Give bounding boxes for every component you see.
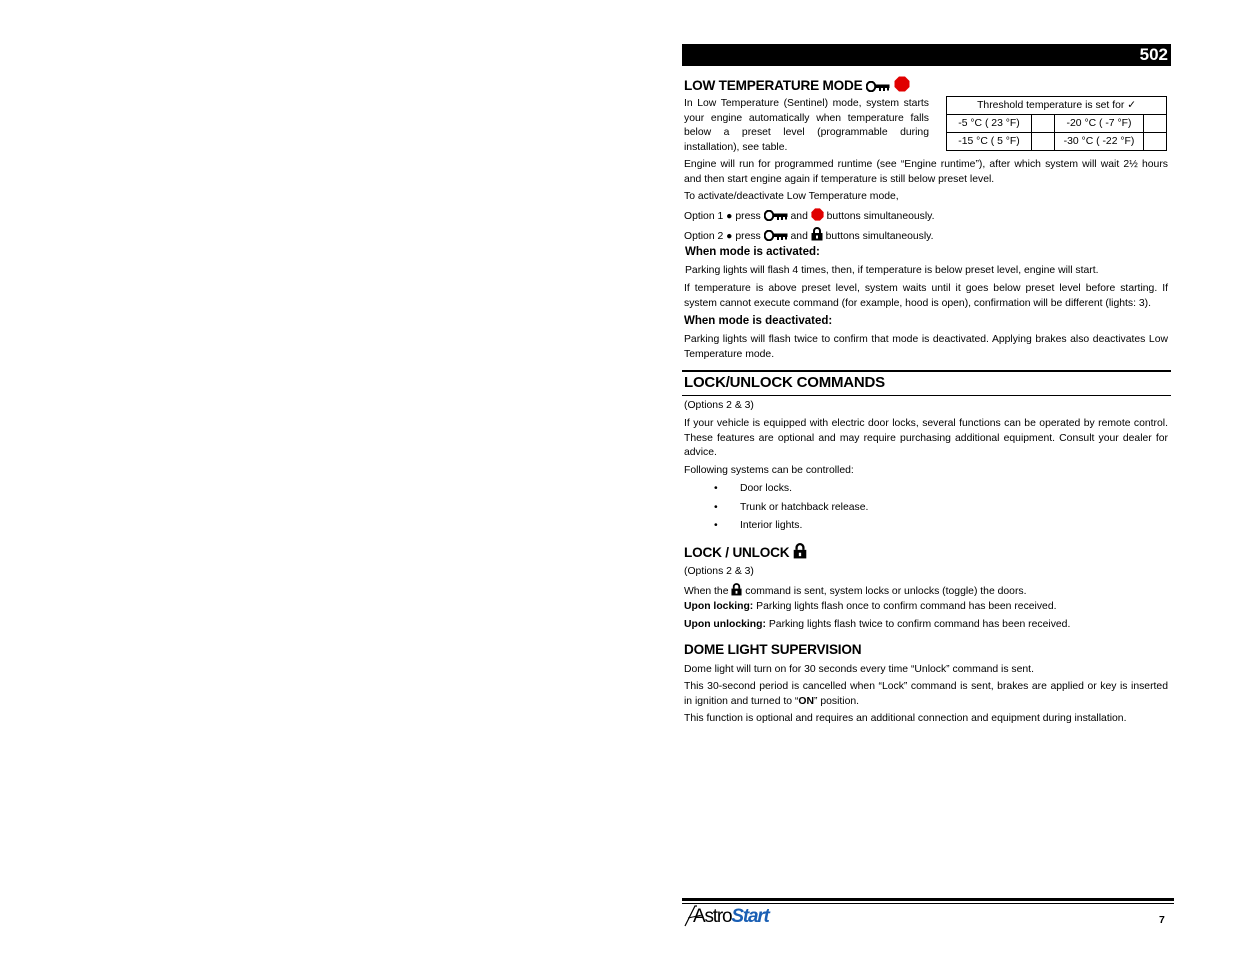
deactivated-title: When mode is deactivated:: [684, 315, 833, 327]
table-cell: -15 °C ( 5 °F): [947, 133, 1032, 151]
lock-unlock-title-text: LOCK / UNLOCK: [684, 545, 790, 560]
dome-line-2: [684, 680, 1168, 709]
upon-locking-label: Upon locking:: [684, 601, 754, 612]
page-number: 7: [1159, 914, 1165, 926]
dome-line-1: Dome light will turn on for 30 seconds every time “Unlock” command is sent.: [684, 664, 1034, 675]
upon-locking: [684, 600, 1057, 615]
lock-commands-options: (Options 2 & 3): [684, 400, 754, 411]
logo-start: Start: [731, 906, 769, 927]
lock-unlock-options: (Options 2 & 3): [684, 566, 754, 577]
upon-unlocking-text: Parking lights flash twice to confirm command has been received.: [768, 619, 1071, 630]
when-suffix: command is sent, system locks or unlocks (toggle) the doors.: [745, 586, 1027, 597]
checkbox-cell: [1032, 115, 1055, 133]
key-icon: [764, 210, 788, 227]
activated-text-2: If temperature is above preset level, system waits until it goes below preset level before starting. If system cannot execute command (for example, hood is open), confirmation will be different (lights: 3).: [684, 283, 1168, 309]
page-code: 502: [1139, 45, 1168, 64]
list-item-text: Trunk or hatchback release.: [740, 501, 869, 513]
option-1-suffix: buttons simultaneously.: [826, 211, 935, 222]
header-bar: [682, 44, 1171, 66]
dome-title: DOME LIGHT SUPERVISION: [684, 642, 862, 657]
when-prefix: When the: [684, 586, 729, 597]
bullet: •: [714, 501, 718, 513]
controlled-systems-list: [684, 480, 984, 536]
upon-unlocking-label: Upon unlocking:: [684, 619, 766, 630]
low-temp-title: [684, 76, 910, 96]
dome-line-2-suffix: ” position.: [813, 695, 860, 707]
upon-unlocking: [684, 618, 1070, 633]
footer-rule-thin: [682, 903, 1174, 904]
lock-unlock-when: [684, 583, 1027, 602]
activated-text-1: Parking lights will flash 4 times, then, if temperature is below preset level, engine will start.: [685, 265, 1099, 276]
low-temp-intro: In Low Temperature (Sentinel) mode, system starts your engine automatically when temperature falls below a preset level (programmable during installation), see table.: [684, 98, 929, 153]
list-item-text: Door locks.: [740, 483, 792, 494]
padlock-icon: [811, 227, 823, 247]
key-icon: [866, 80, 890, 96]
option-1-and: and: [790, 211, 808, 222]
padlock-icon: [731, 583, 742, 602]
list-item-text: Interior lights.: [740, 520, 803, 531]
checkbox-cell: [1144, 133, 1167, 151]
bullet: •: [714, 520, 718, 531]
dome-line-3: This function is optional and requires an additional connection and equipment during installation.: [684, 713, 1127, 724]
logo-text: [693, 906, 769, 928]
option-2: [684, 227, 933, 247]
table-cell: -20 °C ( -7 °F): [1055, 115, 1144, 133]
threshold-table: [946, 96, 1167, 151]
upon-locking-text: Parking lights flash once to confirm command has been received.: [756, 601, 1057, 612]
section-divider: [682, 395, 1171, 396]
activated-title: When mode is activated:: [685, 246, 820, 258]
threshold-table-header: Threshold temperature is set for ✓: [947, 97, 1167, 115]
option-2-suffix: buttons simultaneously.: [825, 231, 934, 242]
dome-on-label: ON: [798, 695, 814, 707]
padlock-icon: [793, 543, 807, 563]
option-2-and: and: [790, 231, 808, 242]
option-1: [684, 208, 934, 227]
table-cell: -5 °C ( 23 °F): [947, 115, 1032, 133]
runtime-text: Engine will run for programmed runtime (see “Engine runtime”), after which system will wait 2½ hours and then start engine again if temperature is still below preset level.: [684, 159, 1168, 185]
logo-astro: Astro: [693, 906, 732, 927]
option-1-prefix: Option 1 ● press: [684, 211, 761, 222]
table-cell: -30 °C ( -22 °F): [1055, 133, 1144, 151]
table-row: [947, 115, 1167, 133]
stop-octagon-icon: [894, 76, 910, 96]
lock-commands-title: LOCK/UNLOCK COMMANDS: [684, 374, 885, 391]
list-item: [684, 480, 984, 499]
activate-text: To activate/deactivate Low Temperature mode,: [684, 191, 899, 202]
lock-unlock-title: [684, 543, 807, 563]
option-2-prefix: Option 2 ● press: [684, 231, 761, 242]
manual-page: [682, 44, 1171, 944]
table-row: [947, 133, 1167, 151]
section-divider: [682, 370, 1171, 372]
list-item: [684, 517, 984, 536]
checkbox-cell: [1032, 133, 1055, 151]
dome-line-2-prefix: This 30-second period is cancelled when “Lock” command is sent, brakes are applied or key is inserted in ignition and turned to “: [684, 681, 1168, 707]
stop-octagon-icon: [811, 208, 824, 227]
deactivated-text: Parking lights will flash twice to confirm that mode is deactivated. Applying brakes also deactivates Low Temperature mode.: [684, 334, 1168, 360]
list-item: [684, 499, 984, 518]
lock-commands-intro: If your vehicle is equipped with electric door locks, several functions can be operated by remote control. These features are optional and may require purchasing additional equipment. Consult your dealer for advice.: [684, 418, 1168, 458]
bullet: •: [714, 483, 718, 494]
low-temp-title-text: LOW TEMPERATURE MODE: [684, 78, 863, 93]
lock-commands-following: Following systems can be controlled:: [684, 465, 854, 476]
checkbox-cell: [1144, 115, 1167, 133]
footer-rule-thick: [682, 898, 1174, 901]
